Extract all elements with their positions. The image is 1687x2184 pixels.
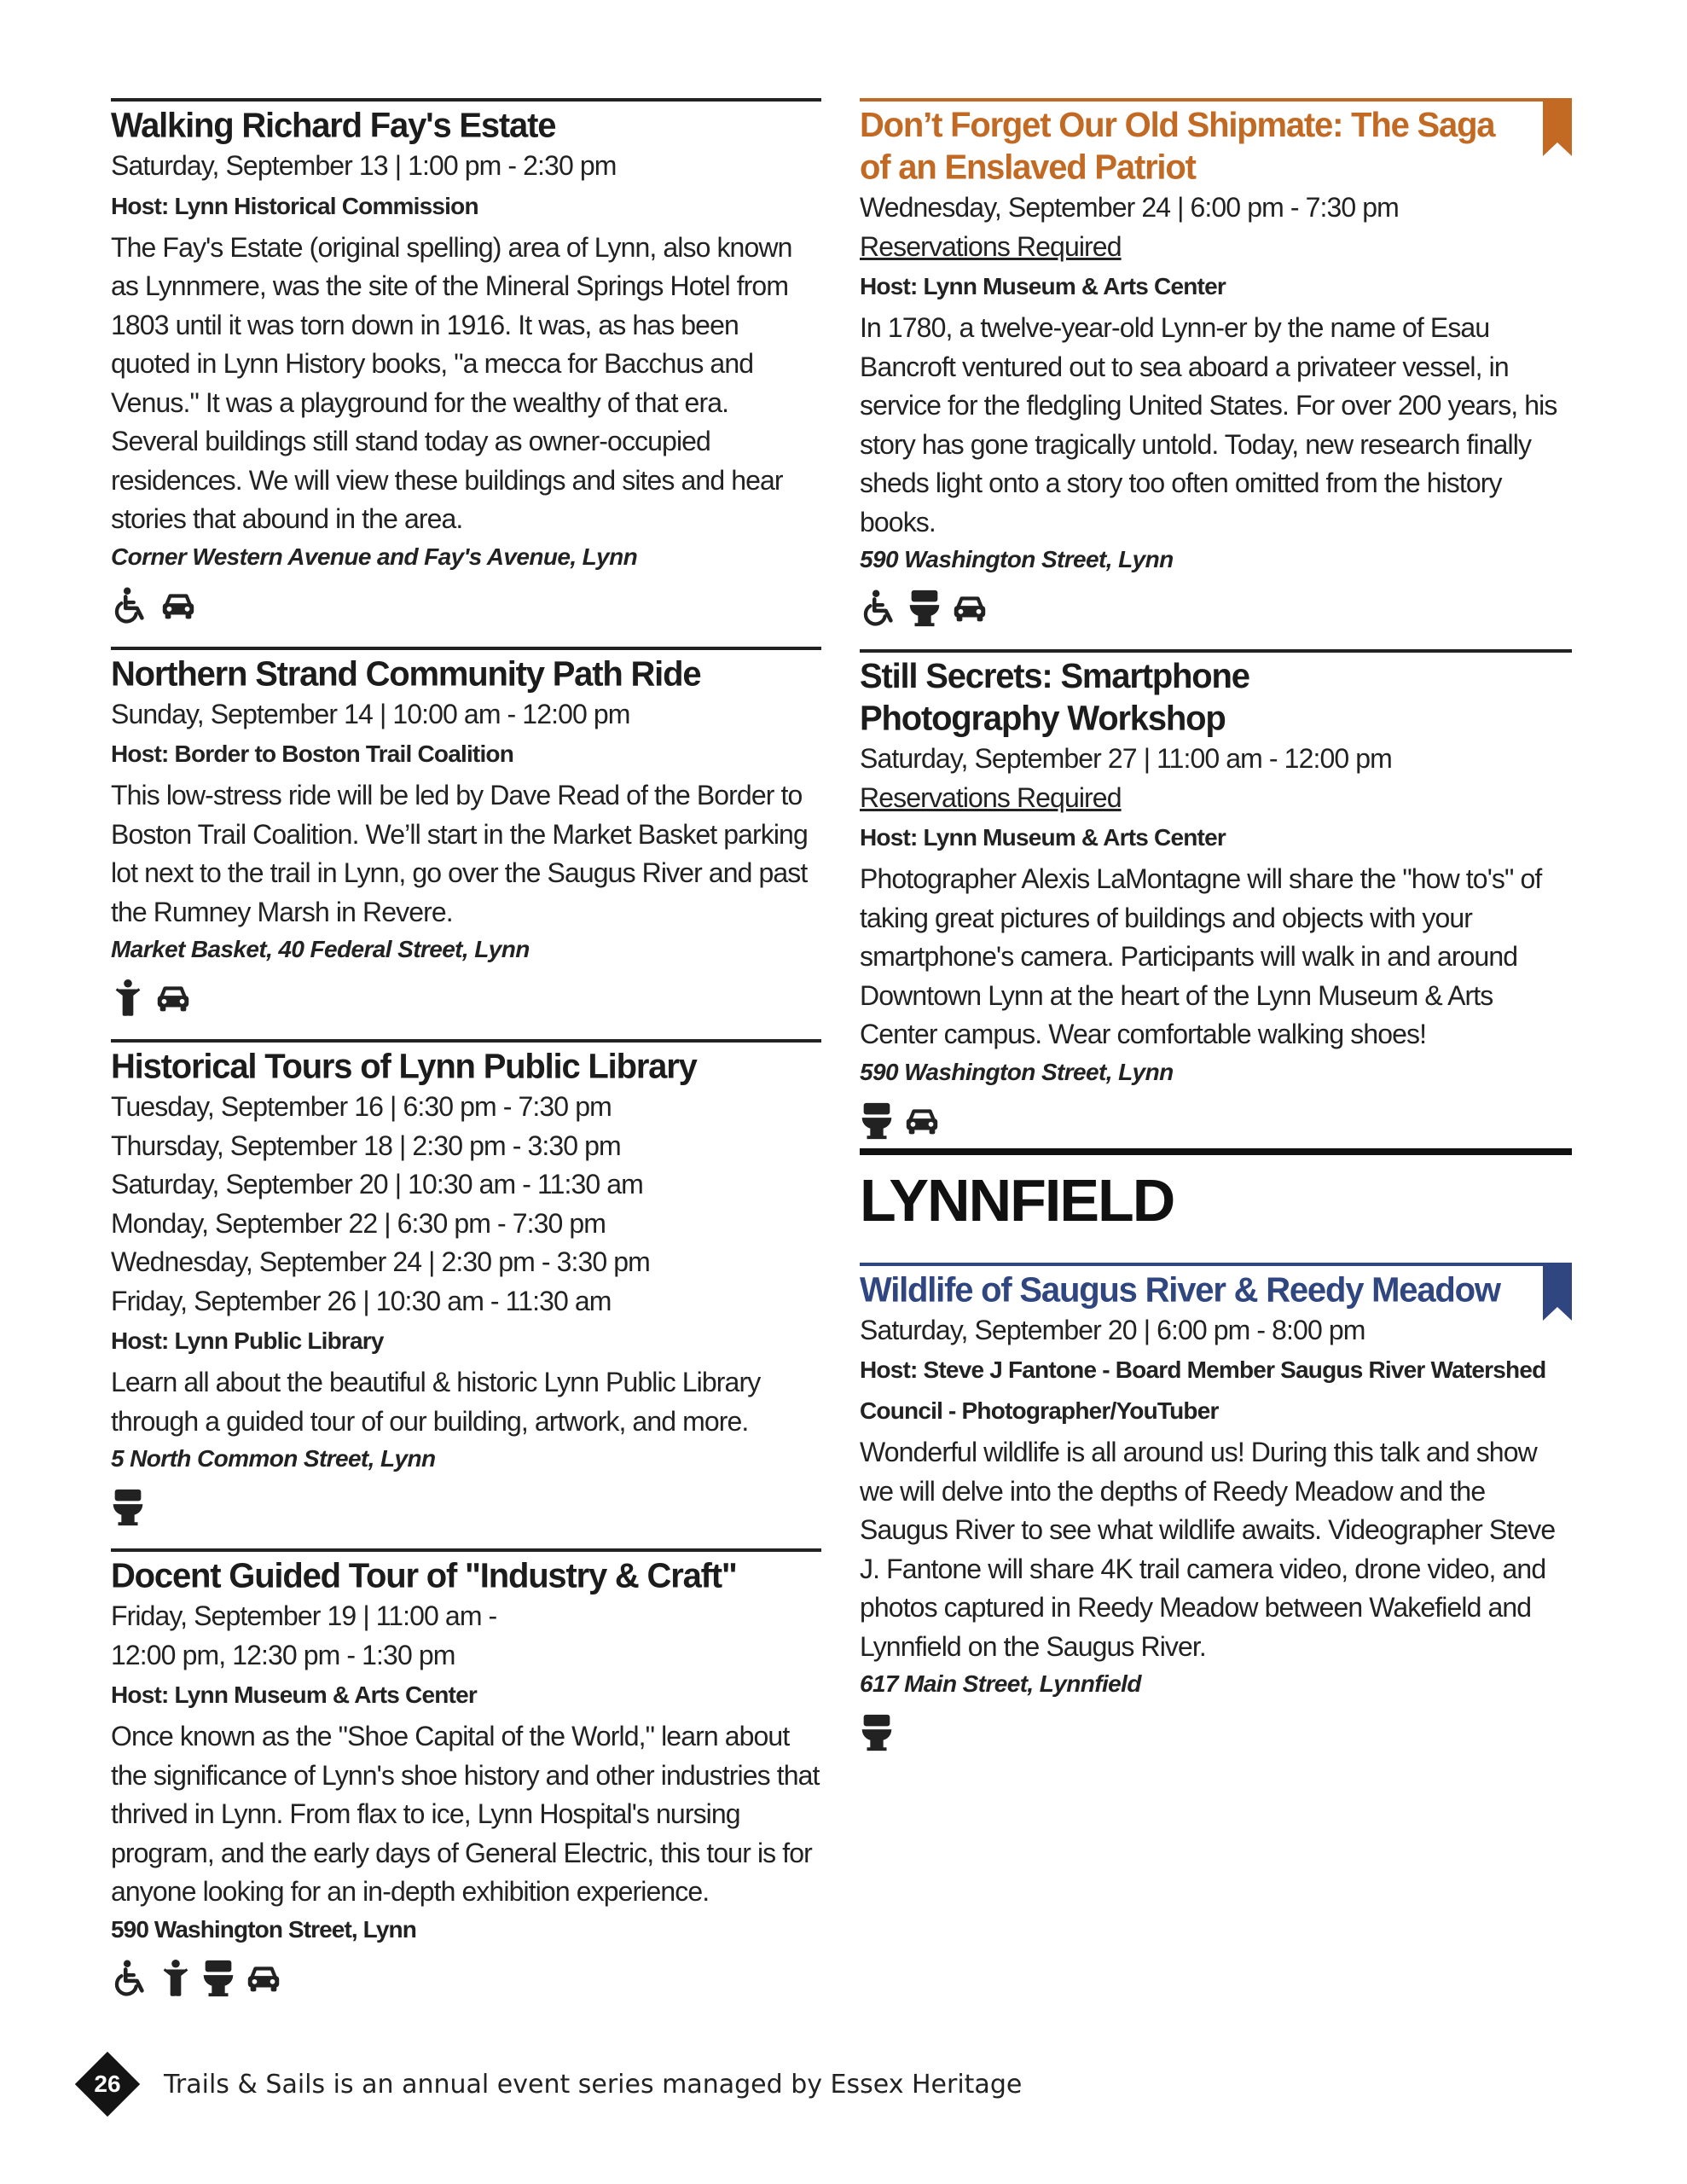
car-icon [902, 1101, 942, 1141]
amenity-icons [860, 1101, 1572, 1141]
event-description: In 1780, a twelve-year-old Lynn-er by the name of Esau Bancroft ventured out to sea aboard a privateer vessel, in service for the fledgling United States. For over 200 years, his story has gone tragically untold. Today, new research finally sheds light onto a story too often omitted from the history books. [860, 312, 1557, 537]
amenity-icons [111, 978, 821, 1019]
left-column [111, 98, 821, 2019]
person-icon [159, 1959, 193, 1998]
event-date: Thursday, September 18 | 2:30 pm - 3:30 pm [111, 1130, 621, 1161]
event-date: Wednesday, September 24 | 6:00 pm - 7:30 pm [860, 192, 1399, 223]
event-wildlife-saugus [860, 1263, 1572, 1754]
wheelchair-icon [860, 589, 899, 628]
event-title: Walking Richard Fay's Estate [111, 106, 556, 145]
amenity-icons [860, 588, 1572, 629]
restroom-icon [907, 589, 942, 628]
event-title: Historical Tours of Lynn Public Library [111, 1047, 697, 1086]
event-host: Host: Border to Boston Trail Coalition [111, 741, 514, 767]
event-title: Docent Guided Tour of "Industry & Craft" [111, 1556, 737, 1595]
event-location: 590 Washington Street, Lynn [860, 1058, 1174, 1085]
amenity-icons [860, 1712, 1572, 1753]
event-location: Corner Western Avenue and Fay's Avenue, Lynn [111, 543, 638, 570]
event-title: Northern Strand Community Path Ride [111, 654, 701, 693]
footer-text: Trails & Sails is an annual event series managed by Essex Heritage [164, 2069, 1023, 2100]
event-description: Wonderful wildlife is all around us! During this talk and show we will delve into the depths of Reedy Meadow and the Saugus River to see what wildlife awaits. Videographer Steve J. Fantone will share 4K trail camera video, drone video, and photos captured in Reedy Meadow between Wakefield and Lynnfield on the Saugus River. [860, 1437, 1556, 1662]
event-walking-fays-estate [111, 98, 821, 626]
page-number-badge [75, 2052, 140, 2117]
event-location: 590 Washington Street, Lynn [860, 546, 1174, 572]
wheelchair-icon [111, 586, 150, 625]
event-location: 617 Main Street, Lynnfield [860, 1670, 1141, 1697]
event-library-tours [111, 1039, 821, 1528]
amenity-icons [111, 585, 821, 626]
event-old-shipmate [860, 98, 1572, 629]
event-host: Host: Lynn Historical Commission [111, 192, 478, 219]
event-location: Market Basket, 40 Federal Street, Lynn [111, 936, 530, 962]
event-description: The Fay's Estate (original spelling) area of Lynn, also known as Lynnmere, was the site of the Mineral Springs Hotel from 1803 until it was torn down in 1916. It was, as has been quoted in Lynn History books, "a mecca for Bacchus and Venus." It was a playground for the wealthy of that era. Several buildings still stand today as owner-occupied residences. We will view these buildings and sites and hear stories that abound in the area. [111, 231, 792, 534]
event-title: Don’t Forget Our Old Shipmate: The Saga of an Enslaved Patriot [860, 106, 1495, 187]
restroom-icon [860, 1713, 894, 1752]
event-date: Tuesday, September 16 | 6:30 pm - 7:30 pm [111, 1091, 612, 1122]
section-header-lynnfield [860, 1148, 1572, 1234]
event-date: Saturday, September 20 | 6:00 pm - 8:00 pm [860, 1314, 1365, 1345]
event-northern-strand-ride [111, 647, 821, 1019]
restroom-icon [860, 1101, 894, 1141]
event-date: Saturday, September 20 | 10:30 am - 11:30 am [111, 1169, 643, 1199]
event-date: Sunday, September 14 | 10:00 am - 12:00 pm [111, 698, 630, 729]
event-date: Saturday, September 13 | 1:00 pm - 2:30 pm [111, 150, 617, 181]
event-date: Friday, September 19 | 11:00 am - [111, 1600, 497, 1631]
event-date: Friday, September 26 | 10:30 am - 11:30 am [111, 1285, 612, 1316]
event-docent-tour [111, 1548, 821, 1999]
reservations-link[interactable]: Reservations Required [860, 781, 1122, 813]
restroom-icon [201, 1959, 235, 1998]
event-host: Host: Lynn Public Library [111, 1327, 384, 1354]
car-icon [950, 589, 989, 628]
amenity-icons [111, 1958, 821, 1999]
event-date: Saturday, September 27 | 11:00 am - 12:00 pm [860, 743, 1392, 774]
event-date: Monday, September 22 | 6:30 pm - 7:30 pm [111, 1207, 606, 1239]
person-icon [111, 979, 145, 1018]
page-number: 26 [94, 2071, 121, 2097]
event-location: 590 Washington Street, Lynn [111, 1915, 416, 1943]
event-host: Host: Lynn Museum & Arts Center [860, 824, 1226, 851]
page-footer [75, 2052, 1022, 2117]
event-date: Wednesday, September 24 | 2:30 pm - 3:30 pm [111, 1246, 650, 1277]
event-host: Host: Steve J Fantone - Board Member Saugus River Watershed Council - Photographer/YouTuber [860, 1356, 1546, 1424]
section-title: LYNNFIELD [860, 1166, 1174, 1234]
event-title: Still Secrets: Smartphone Photography Workshop [860, 657, 1249, 738]
event-title: Wildlife of Saugus River & Reedy Meadow [860, 1270, 1500, 1309]
car-icon [244, 1959, 283, 1998]
amenity-icons [111, 1487, 821, 1528]
event-description: This low-stress ride will be led by Dave Read of the Border to Boston Trail Coalition. We’ll start in the Market Basket parking lot next to the trail in Lynn, go over the Saugus River and past the Rumney Marsh in Revere. [111, 780, 808, 927]
reservations-link[interactable]: Reservations Required [860, 230, 1122, 262]
right-column [860, 98, 1572, 1774]
event-host: Host: Lynn Museum & Arts Center [111, 1682, 477, 1708]
wheelchair-icon [111, 1959, 150, 1998]
car-icon [154, 979, 193, 1018]
restroom-icon [111, 1488, 145, 1527]
event-host: Host: Lynn Museum & Arts Center [860, 273, 1226, 299]
event-location: 5 North Common Street, Lynn [111, 1445, 436, 1472]
event-description: Photographer Alexis LaMontagne will share the "how to's" of taking great pictures of buildings and objects with your smartphone's camera. Participants will walk in and around Downtown Lynn at the heart of the Lynn Museum & Arts Center campus. Wear comfortable walking shoes! [860, 863, 1542, 1049]
car-icon [159, 586, 198, 625]
event-description: Learn all about the beautiful & historic Lynn Public Library through a guided tour of our building, artwork, and more. [111, 1367, 761, 1437]
event-description: Once known as the "Shoe Capital of the World," learn about the significance of Lynn's shoe history and other industries that thrived in Lynn. From flax to ice, Lynn Hospital's nursing program, and the early days of General Electric, this tour is for anyone looking for an in-depth exhibition experience. [111, 1721, 820, 1907]
event-still-secrets [860, 649, 1572, 1141]
event-date: 12:00 pm, 12:30 pm - 1:30 pm [111, 1639, 455, 1670]
